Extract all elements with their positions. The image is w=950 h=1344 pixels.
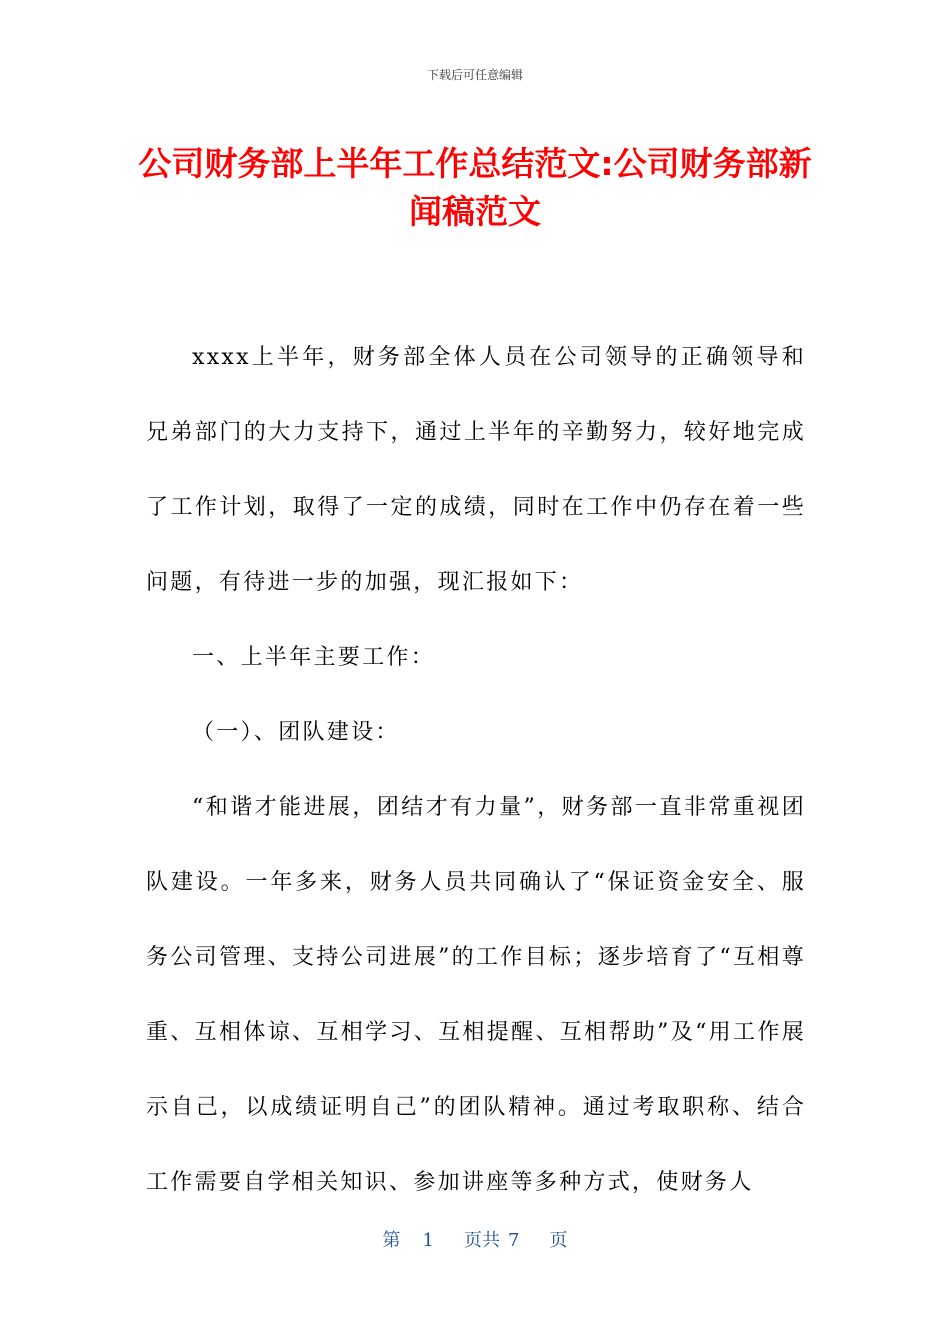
subsection-heading: （一）、团队建设： (192, 720, 400, 745)
page-suffix: 页 (549, 1230, 568, 1251)
page-prefix: 第 (382, 1230, 401, 1251)
page-middle: 页共 (464, 1230, 500, 1251)
section-heading: 一、上半年主要工作： (192, 645, 436, 670)
document-body (146, 320, 806, 1220)
page-current: 1 (422, 1230, 434, 1251)
page-total: 7 (508, 1230, 520, 1251)
paragraph-intro: xxxx上半年，财务部全体人员在公司领导的正确领导和兄弟部门的大力支持下，通过上半年的辛勤努力，较好地完成了工作计划，取得了一定的成绩，同时在工作中仍存在着一些问题，有待进一步的加强，现汇报如下： (146, 345, 806, 595)
paragraph-team-building: “和谐才能进展，团结才有力量”，财务部一直非常重视团队建设。一年多来，财务人员共同确认了“保证资金安全、服务公司管理、支持公司进展”的工作目标；逐步培育了“互相尊重、互相体谅、互相学习、互相提醒、互相帮助”及“用工作展示自己，以成绩证明自己”的团队精神。通过考取职称、结合工作需要自学相关知识、参加讲座等多种方式，使财务人 (146, 795, 806, 1195)
header-note: 下载后可任意编辑 (426, 68, 523, 82)
page-footer (0, 1226, 950, 1252)
document-title: 公司财务部上半年工作总结范文:公司财务部新闻稿范文 (138, 144, 812, 231)
